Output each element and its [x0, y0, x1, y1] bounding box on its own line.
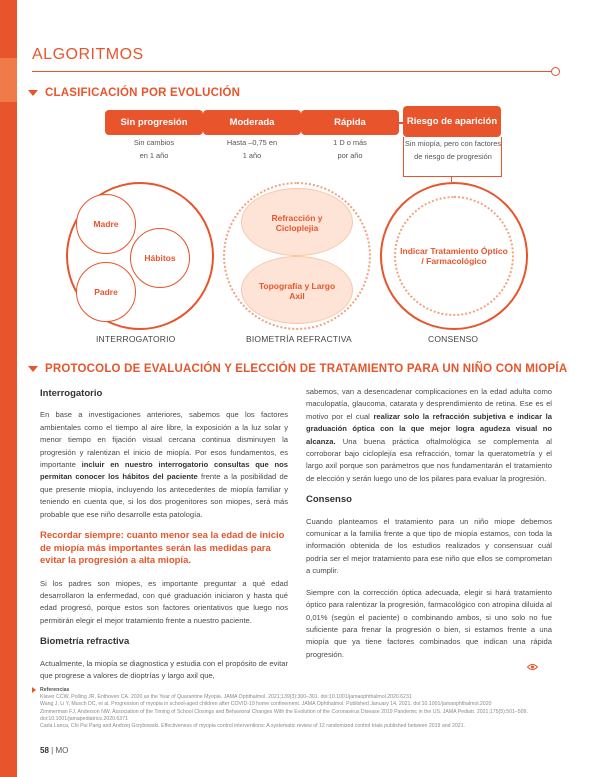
padres-paragraph: Si los padres son miopes, es importante preguntar a qué edad desarrollaron la enfermedad, con qué graduación iniciaron y hasta qué edad progresó, porque estos son factores orientativos que luego nos permitirán elegir el mejor tratamiento frente a nuestro paciente. [40, 578, 288, 625]
page-number: 58 [40, 746, 49, 755]
consenso-paragraph: Cuando planteamos el tratamiento para un niño miope debemos comunicar a la familia frente a que tipo de miopía estamos, con toda la información obtenida de los estudios realizados y consensuar cuál podría ser el mejor tratamiento para ese niño que ellos se comprometan a cumplir. [306, 516, 552, 576]
classification-title: CLASIFICACIÓN POR EVOLUCIÓN [45, 87, 241, 99]
biometria-paragraph: Actualmente, la miopía se diagnostica y estudia con el propósito de evitar que progrese a valores de dioptrías y largo axil que, [40, 658, 288, 680]
stage-rapida: Rápida [301, 110, 399, 135]
magazine-name: MO [55, 746, 69, 755]
consenso-label: Indicar Tratamiento Óptico / Farmacológico [400, 246, 508, 266]
topografia-label: Topografía y Largo Axil [258, 281, 336, 301]
biometria-subheading: Biometría refractiva [40, 636, 130, 648]
references-marker [32, 687, 36, 693]
reference-item: Carla Lanca, Chi Pui Pang and Andrzej Grzybowski. Effectiveness of myopia control interventions: A systematic review of 12 randomized control trials published between 2019 and 2021. [40, 723, 465, 730]
stage-desc: 1 D o más por año [333, 138, 367, 160]
padre-label: Padre [94, 287, 118, 297]
stage-desc: Hasta –0,75 en 1 año [226, 138, 278, 160]
refraccion-label: Refracción y Cicloplejia [271, 213, 323, 233]
pull-quote: Recordar siempre: cuanto menor sea la edad de inicio de miopía más importantes serán las medidas para evitar la progresión a alta miopía. [40, 530, 285, 567]
habitos-label: Hábitos [144, 253, 176, 263]
header-rule-dot [551, 67, 560, 76]
biometria-caption: BIOMETRÍA REFRACTIVA [246, 334, 352, 344]
footer-separator: | [48, 746, 56, 755]
right-column [306, 386, 552, 670]
page-footer [40, 746, 68, 755]
interrogatorio-caption: INTERROGATORIO [96, 334, 176, 344]
left-accent-notch [0, 58, 17, 102]
madre-label: Madre [93, 219, 119, 229]
references [40, 687, 540, 730]
protocol-heading [28, 363, 567, 375]
eye-icon [527, 663, 538, 671]
tratamiento-paragraph: Siempre con la corrección óptica adecuada, elegir si hará tratamiento óptico para ralentizar la progresión, farmacológico con atropina diluida al 0,01% (según el paciente) o combinando ambos, si uno solo no fue suficiente para frenar la progresión o bien, si estamos frente a una miopía que ya tiene factores combinados que indican una rápida progresión. [306, 587, 552, 659]
reference-item: Wang J, Li Y, Musch DC, et al. Progression of myopia in school-aged children after COVID-19 home confinement. JAMA Ophthalmol. Published January 14, 2021. doi:10.1001/jamaophthalmol.2020 [40, 701, 492, 708]
stage-moderada: Moderada [203, 110, 301, 135]
section-header: ALGORITMOS [32, 46, 144, 63]
consenso-subheading: Consenso [306, 494, 352, 506]
stage-desc: Sin cambios en 1 año [133, 138, 175, 160]
biometria-continued-paragraph: sabemos, van a desencadenar complicaciones en la edad adulta como maculopatía, glaucoma, catarata y desprendimiento de retina. Ese es el motivo por el cual realizar solo la refracción subjetiva e indicar la graduación óptica con la que mejor logra agudeza visual no alcanza. Una buena práctica oftalmológica se complementa al corroborar bajo cicloplejía esa refracción, tomar la queratometría y el largo axil porque son parámetros que nos fundamentarán el tratamiento de elección y serán luego uno de los pilares para evaluar la progresión. [306, 387, 553, 483]
stage-riesgo: Riesgo de aparición [403, 106, 501, 137]
consenso-caption: CONSENSO [428, 334, 479, 344]
header-rule [32, 71, 554, 72]
protocol-title: PROTOCOLO DE EVALUACIÓN Y ELECCIÓN DE TRATAMIENTO PARA UN NIÑO CON MIOPÍA [45, 363, 568, 375]
reference-item: Klaver CCW, Polling JR, Enthoven CA. 2020 as the Year of Quarantine Myopia. JAMA Ophthalmol. 2021;139(3):300–301. doi:10.1001/jamaophthalmol.2020.6231 [40, 694, 412, 701]
left-column [40, 386, 288, 691]
interrogatorio-subheading: Interrogatorio [40, 388, 103, 399]
classification-heading [28, 87, 240, 99]
interrogatorio-paragraph: En base a investigaciones anteriores, sabemos que los factores ambientales como el tiempo al aire libre, la exposición a la luz solar y menor tiempo en fijación visual cercana continua disminuyen la progresión y ralentizan el inicio de miopía. Por esos fundamentos, es importante incluir en nuestro interrogatorio consultas que nos permitan conocer los hábitos del paciente frente a la posibilidad de que presente miopía, incluyendo los antecedentes de miopía familiar y teniendo en cuenta que, si los dos progenitores son miopes, será más probable que ese niño desarrolle esta patología. [40, 410, 288, 519]
references-title: Referencias [40, 687, 70, 693]
risk-desc-box [403, 137, 502, 177]
triangle-bullet-icon [28, 90, 38, 96]
reference-item: Zimmerman FJ, Anderson NW. Association of the Timing of School Closings and Behavioral Changes With the Evolution of the Coronavirus Disease 2019 Pandemic in the US. JAMA Pediatr. 2021;175(5):501–509. doi:10.1001/jamapediatrics.2020.6371 [40, 708, 528, 722]
stage-desc: Sin miopía, pero con factores de riesgo de progresión [404, 139, 502, 161]
stage-sin-progresion: Sin progresión [105, 110, 203, 135]
triangle-bullet-icon [28, 366, 38, 372]
left-accent-bar [0, 0, 17, 777]
